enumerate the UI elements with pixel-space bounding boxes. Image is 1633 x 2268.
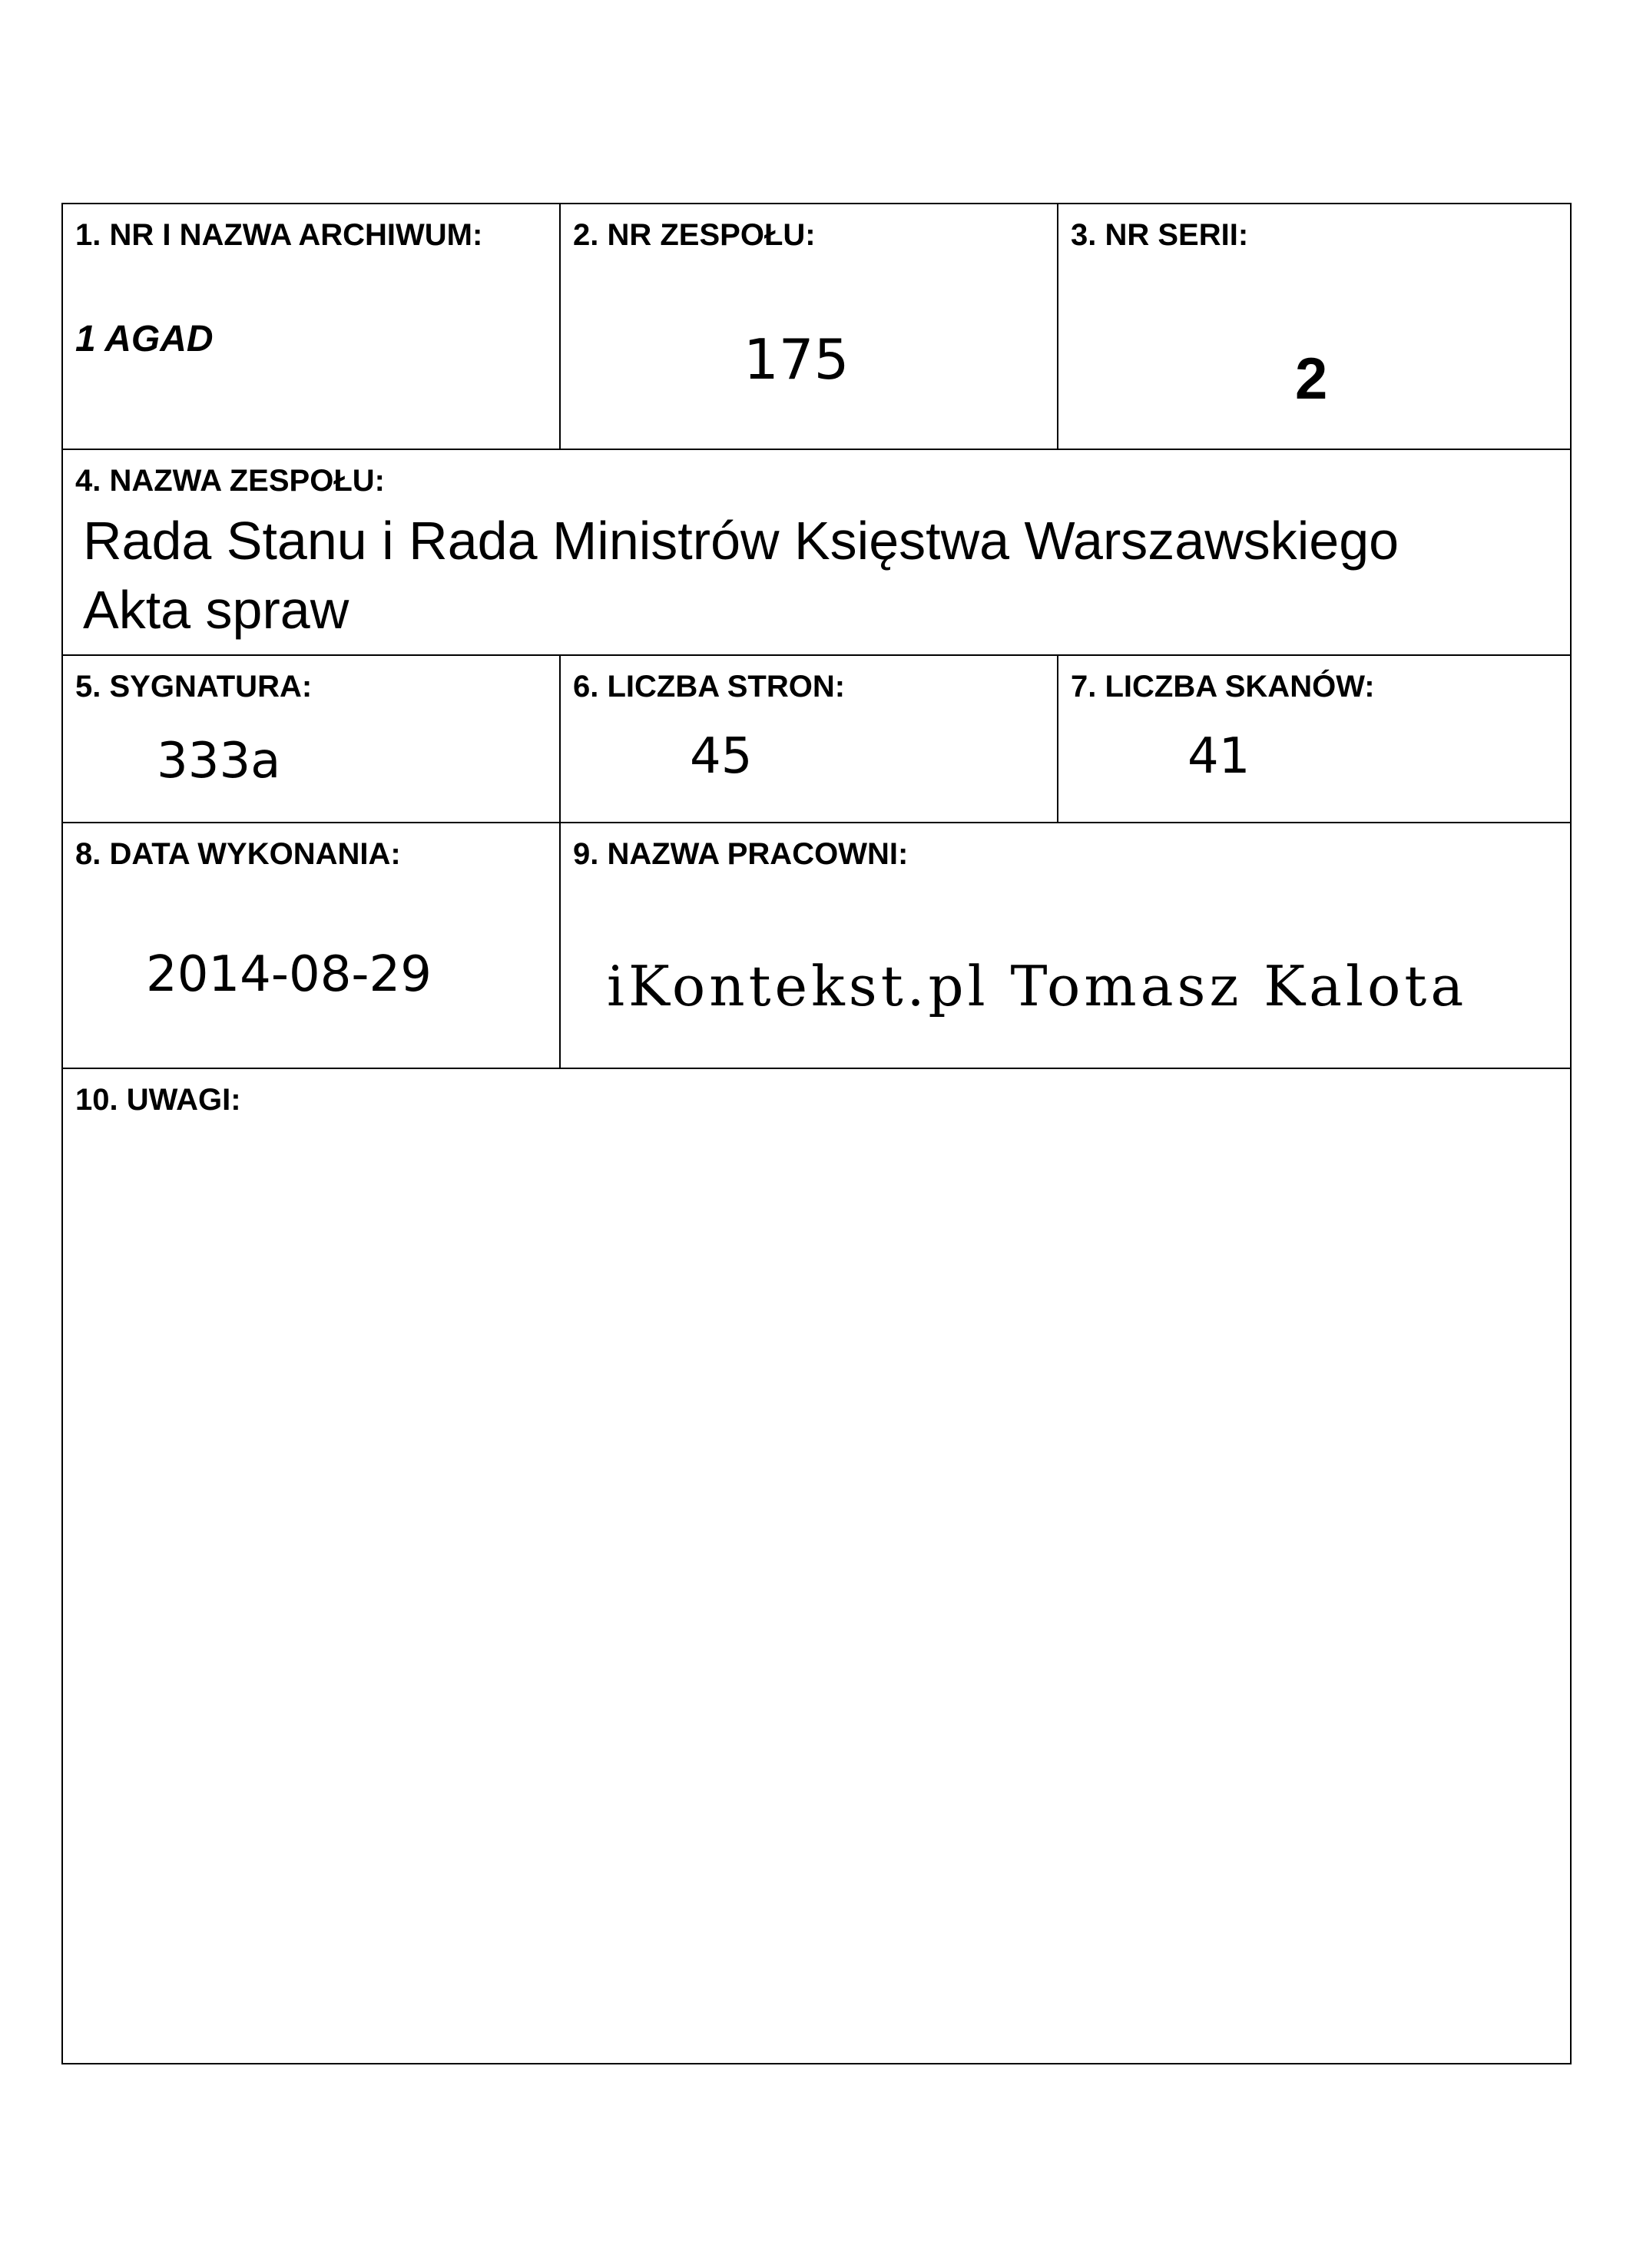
zespol-nr-label: 2. NR ZESPOŁU: <box>573 218 816 252</box>
liczba-stron-cell <box>559 656 1057 822</box>
seria-value: 2 <box>1295 346 1328 412</box>
uwagi-cell <box>63 1069 1570 2063</box>
sygnatura-value: 333a <box>157 733 281 790</box>
form-row-5 <box>63 1069 1570 2063</box>
sygnatura-cell <box>63 656 559 822</box>
sygnatura-label: 5. SYGNATURA: <box>75 670 313 704</box>
data-cell <box>63 823 559 1068</box>
uwagi-label: 10. UWAGI: <box>75 1083 241 1117</box>
data-value: 2014-08-29 <box>146 946 432 1003</box>
liczba-stron-label: 6. LICZBA STRON: <box>573 670 846 704</box>
pracownia-label: 9. NAZWA PRACOWNI: <box>573 837 909 871</box>
data-label: 8. DATA WYKONANIA: <box>75 837 401 871</box>
liczba-stron-value: 45 <box>690 728 753 785</box>
seria-label: 3. NR SERII: <box>1071 218 1249 252</box>
pracownia-value: iKontekst.pl Tomasz Kalota <box>607 954 1468 1018</box>
zespol-nazwa-line-1: Rada Stanu i Rada Ministrów Księstwa Warszawskiego <box>83 511 1399 571</box>
liczba-skanow-cell <box>1057 656 1572 822</box>
form-row-3 <box>63 656 1570 823</box>
zespol-nr-cell <box>559 204 1057 449</box>
liczba-skanow-value: 41 <box>1187 728 1250 785</box>
seria-cell <box>1057 204 1572 449</box>
form-row-2 <box>63 450 1570 656</box>
archiwum-value: 1 AGAD <box>75 319 214 359</box>
zespol-nr-value: 175 <box>744 327 850 392</box>
pracownia-cell <box>559 823 1572 1068</box>
form-row-4 <box>63 823 1570 1069</box>
zespol-nazwa-cell <box>63 450 1570 654</box>
zespol-nazwa-label: 4. NAZWA ZESPOŁU: <box>75 464 385 498</box>
archiwum-label: 1. NR I NAZWA ARCHIWUM: <box>75 218 483 252</box>
zespol-nazwa-line-2: Akta spraw <box>83 580 349 640</box>
archiwum-cell <box>63 204 559 449</box>
liczba-skanow-label: 7. LICZBA SKANÓW: <box>1071 670 1375 704</box>
archive-metadata-form <box>61 203 1572 2064</box>
form-row-1 <box>63 204 1570 450</box>
